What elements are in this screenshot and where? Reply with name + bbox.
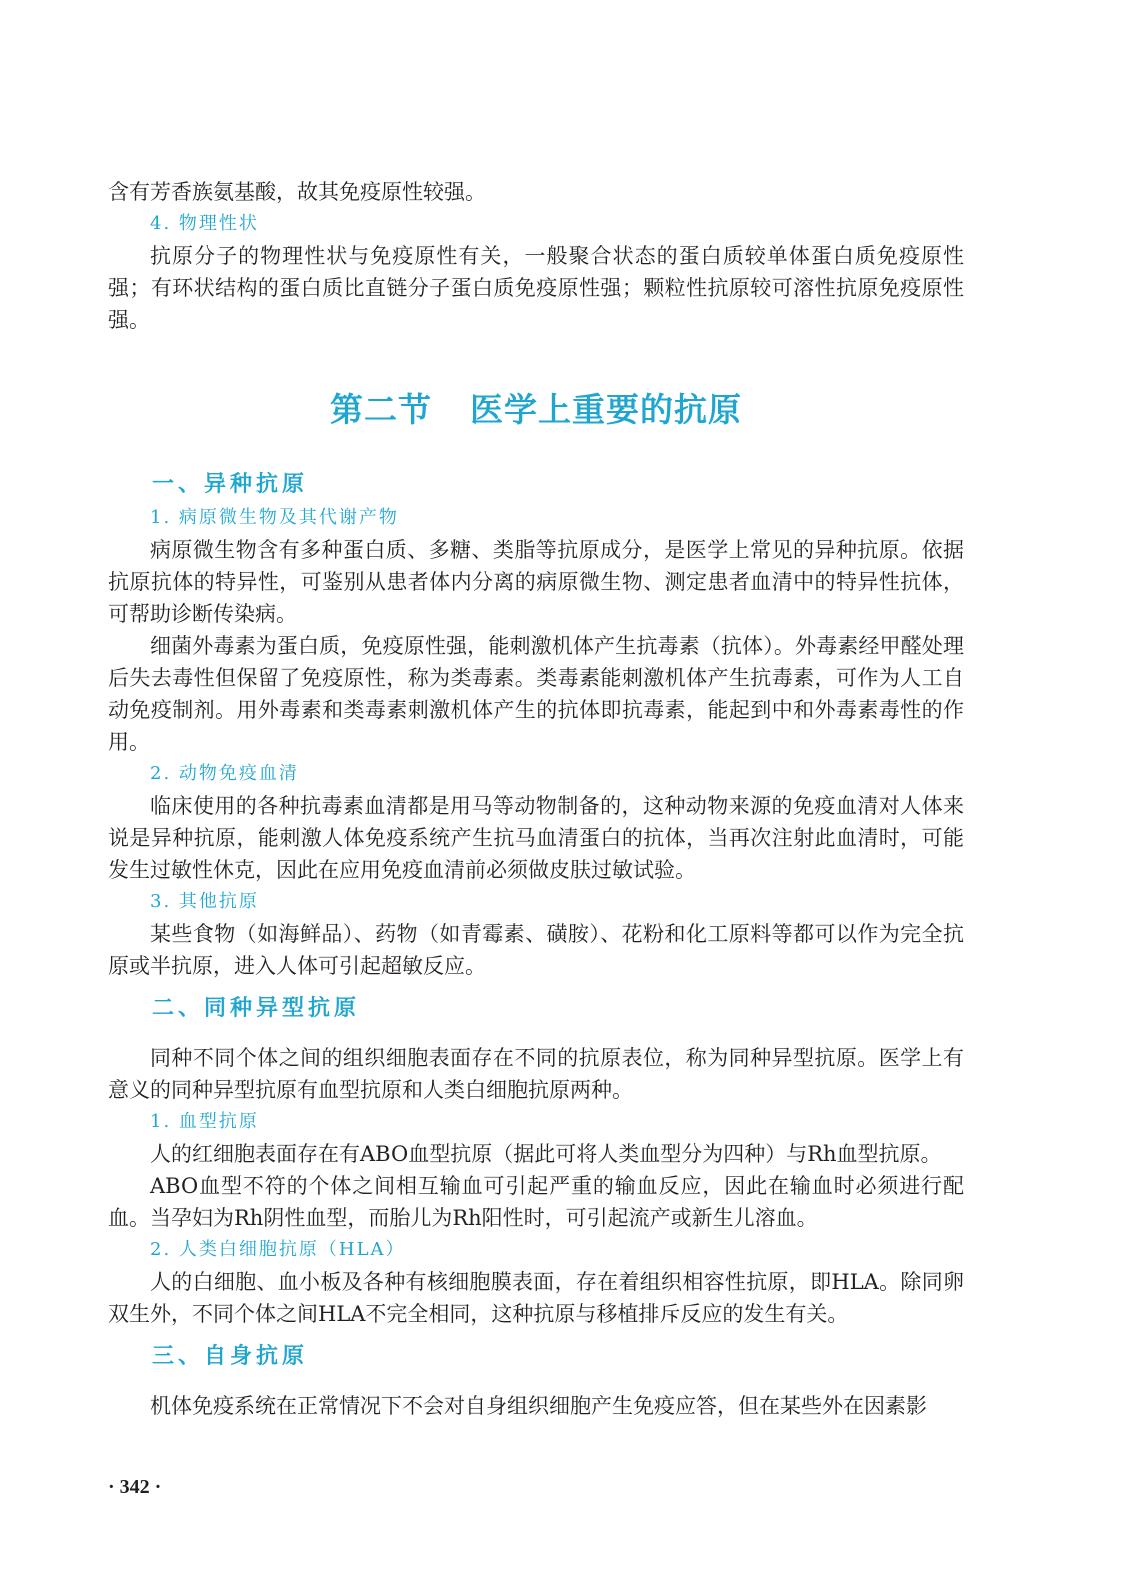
- paragraph: 某些食物（如海鲜品）、药物（如青霉素、磺胺）、花粉和化工原料等都可以作为完全抗原或半抗原，进入人体可引起超敏反应。: [108, 922, 964, 978]
- paragraph: 同种不同个体之间的组织细胞表面存在不同的抗原表位，称为同种异型抗原。医学上有意义的同种异型抗原有血型抗原和人类白细胞抗原两种。: [108, 1046, 964, 1102]
- section-title-text: 医学上重要的抗原: [470, 390, 742, 429]
- subheading-hla: 2. 人类白细胞抗原（HLA）: [150, 1239, 406, 1260]
- heading-autoantigen: 三、自身抗原: [152, 1344, 309, 1369]
- paragraph: 细菌外毒素为蛋白质，免疫原性强，能刺激机体产生抗毒素（抗体）。外毒素经甲醛处理后失去毒性但保留了免疫原性，称为类毒素。类毒素能刺激机体产生抗毒素，可作为人工自动免疫制剂。用外毒素和类毒素刺激机体产生的抗体即抗毒素，能起到中和外毒素毒性的作用。: [108, 634, 964, 754]
- paragraph: 机体免疫系统在正常情况下不会对自身组织细胞产生免疫应答，但在某些外在因素影: [150, 1394, 927, 1418]
- subheading-immune-serum: 2. 动物免疫血清: [150, 763, 299, 784]
- section-number: 第二节: [330, 390, 432, 429]
- paragraph: 人的白细胞、血小板及各种有核细胞膜表面，存在着组织相容性抗原，即HLA。除同卵双生外，不同个体之间HLA不完全相同，这种抗原与移植排斥反应的发生有关。: [108, 1270, 964, 1326]
- paragraph: 含有芳香族氨基酸，故其免疫原性较强。: [108, 180, 486, 204]
- heading-xenogenic-antigen: 一、异种抗原: [152, 472, 309, 497]
- heading-alloantigen: 二、同种异型抗原: [152, 996, 361, 1021]
- paragraph: 抗原分子的物理性状与免疫原性有关，一般聚合状态的蛋白质较单体蛋白质免疫原性强；有环状结构的蛋白质比直链分子蛋白质免疫原性强；颗粒性抗原较可溶性抗原免疫原性强。: [108, 244, 964, 332]
- page-number: · 342 ·: [108, 1476, 162, 1498]
- subheading-blood-group: 1. 血型抗原: [150, 1111, 259, 1132]
- paragraph: 人的红细胞表面存在有ABO血型抗原（据此可将人类血型分为四种）与Rh血型抗原。: [150, 1142, 942, 1166]
- section-title: [108, 388, 964, 432]
- paragraph: 临床使用的各种抗毒素血清都是用马等动物制备的，这种动物来源的免疫血清对人体来说是异种抗原，能刺激人体免疫系统产生抗马血清蛋白的抗体，当再次注射此血清时，可能发生过敏性休克，因此在应用免疫血清前必须做皮肤过敏试验。: [108, 794, 964, 882]
- paragraph: 病原微生物含有多种蛋白质、多糖、类脂等抗原成分，是医学上常见的异种抗原。依据抗原抗体的特异性，可鉴别从患者体内分离的病原微生物、测定患者血清中的特异性抗体，可帮助诊断传染病。: [108, 538, 964, 626]
- paragraph: ABO血型不符的个体之间相互输血可引起严重的输血反应，因此在输血时必须进行配血。当孕妇为Rh阴性血型，而胎儿为Rh阳性时，可引起流产或新生儿溶血。: [108, 1174, 964, 1230]
- subheading-pathogen: 1. 病原微生物及其代谢产物: [150, 507, 399, 528]
- page-content: [108, 176, 964, 1422]
- subheading-physical-properties: 4. 物理性状: [150, 213, 259, 234]
- subheading-other-antigens: 3. 其他抗原: [150, 891, 259, 912]
